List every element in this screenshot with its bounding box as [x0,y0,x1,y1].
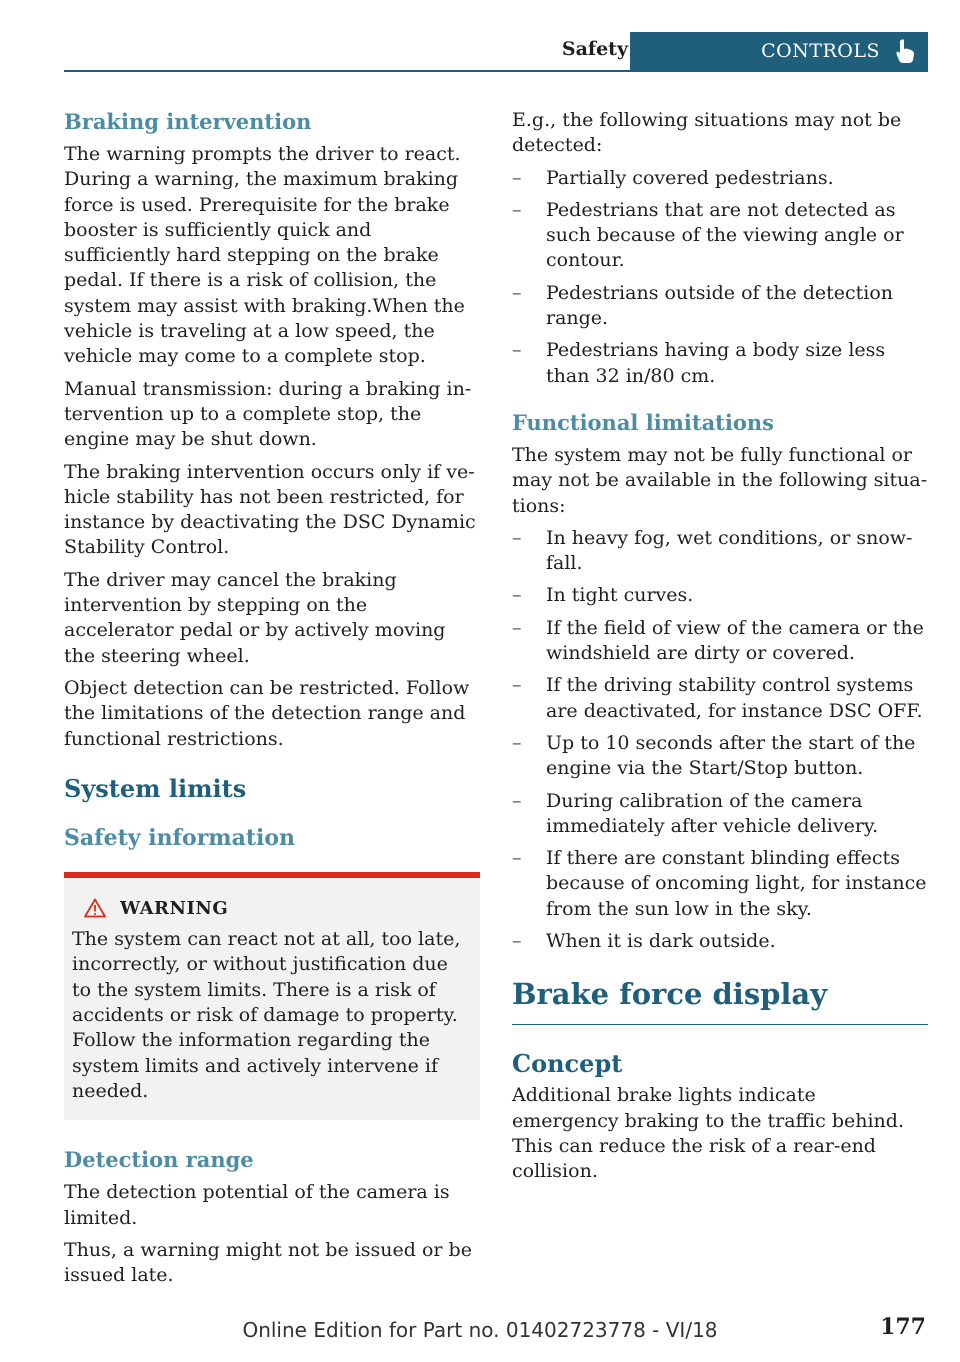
list-item: – When it is dark outside. [512,929,928,954]
left-column [64,108,480,1295]
detection-range-heading: Detection range [64,1147,254,1173]
edition-footer: Online Edition for Part no. 01402723778 - VI/18 [242,1318,718,1342]
braking-paragraph: Object detection can be restricted. Follow the limitations of the detection range and functional restrictions. [64,676,470,750]
concept-text: Additional brake lights indicate emergency braking to the traffic behind. This can reduce the risk of a rear-end collision. [512,1084,904,1183]
concept-heading: Concept [512,1049,623,1079]
functional-list [512,526,928,954]
braking-paragraph: The braking intervention occurs only if vehicle stability has not been restricted, for instance by deactivating the DSC Dynamic Stability Control. [64,460,476,559]
detection-paragraph: The detection potential of the camera is limited. [64,1181,450,1229]
detection-paragraph: Thus, a warning might not be issued or be issued late. [64,1238,472,1287]
brake-force-display-heading: Brake force display [512,976,928,1025]
header-rule [64,70,928,72]
warning-box [64,872,480,1120]
warning-text: The system can react not at all, too late, incorrectly, or without justification due to the system limits. There is a risk of accidents or risk of damage to property. Follow the information regarding the system limits and actively intervene if needed. [72,928,461,1102]
header-section-title: Safety [561,38,628,60]
safety-information-heading: Safety information [64,824,296,851]
warning-title-label: WARNING [120,897,229,919]
list-item: – In heavy fog, wet conditions, or snowfall. [512,526,928,577]
page-number: 177 [880,1314,926,1340]
braking-paragraph: Manual transmission: during a braking intervention up to a complete stop, the engine may be shut down. [64,377,472,451]
list-item: – If there are constant blinding effects because of oncoming light, for instance from the sun low in the sky. [512,846,928,922]
warning-triangle-icon [84,898,106,918]
braking-intervention-heading: Braking intervention [64,109,312,134]
list-item: – Up to 10 seconds after the start of the engine via the Start/Stop button. [512,731,928,782]
list-item: – In tight curves. [512,583,928,608]
warning-title [84,896,472,921]
list-item: – Pedestrians having a body size less than 32 in/80 cm. [512,338,928,389]
right-column [512,108,928,1192]
system-limits-heading: System limits [64,773,247,803]
braking-paragraph: The driver may cancel the braking intervention by stepping on the accelerator pedal or by actively moving the steering wheel. [64,568,446,667]
list-item: – If the driving stability control systems are deactivated, for instance DSC OFF. [512,673,928,724]
braking-paragraph: The warning prompts the driver to react. During a warning, the maximum braking force is used. Prerequisite for the brake booster is sufficiently quick and sufficiently hard stepping on the brake pedal. If there is a risk of collision, the system may assist with braking.When the vehicle is traveling at a low speed, the vehicle may come to a complete stop. [64,143,465,368]
list-item: – Pedestrians that are not detected as such because of the viewing angle or contour. [512,198,928,274]
list-item: – Partially covered pedestrians. [512,166,928,191]
header-chapter-label: CONTROLS [761,40,880,62]
undetected-list [512,166,928,389]
functional-intro: The system may not be fully functional or may not be available in the following situations: [512,443,928,517]
functional-limitations-heading: Functional limitations [512,409,774,435]
list-item: – During calibration of the camera immediately after vehicle delivery. [512,789,928,840]
list-item: – If the field of view of the camera or the windshield are dirty or covered. [512,616,928,667]
list-item: – Pedestrians outside of the detection range. [512,281,928,332]
header-chapter-tab [630,32,928,70]
hand-pointer-icon [894,38,916,64]
undetected-intro: E.g., the following situations may not be detected: [512,109,902,157]
